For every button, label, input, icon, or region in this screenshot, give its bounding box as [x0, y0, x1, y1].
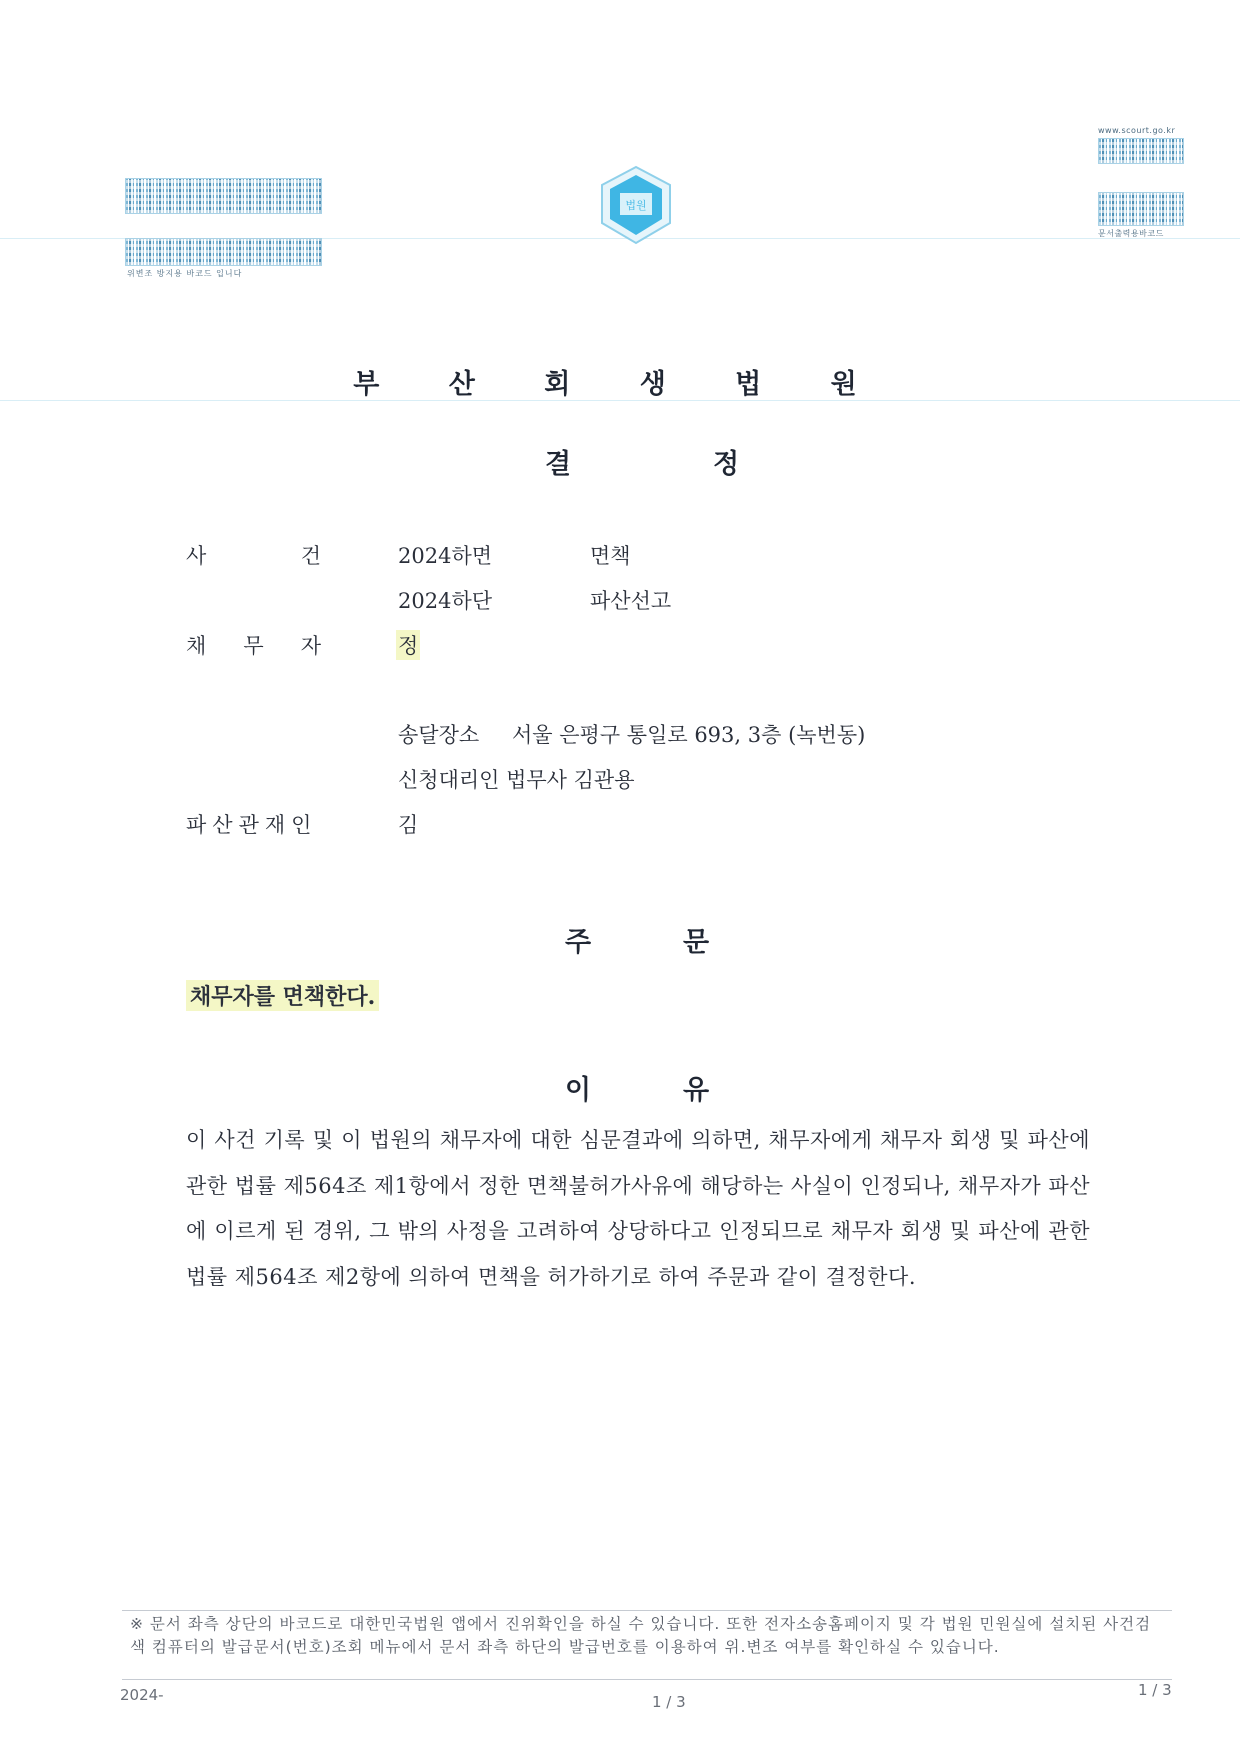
- court-seal-icon: [596, 165, 676, 245]
- case-number-2: 2024하단: [398, 589, 493, 613]
- left-barcode-caption: 위변조 방지용 바코드 입니다: [127, 269, 243, 278]
- order-heading-right: 문: [683, 927, 710, 958]
- page-number-right: 1 / 3: [1138, 1681, 1172, 1699]
- debtor-label: [186, 630, 321, 660]
- service-address: 서울 은평구 통일로 693, 3층 (녹번동): [512, 723, 866, 747]
- court-name: 부 산 회 생 법 원: [353, 369, 887, 400]
- issue-number: 2024-: [120, 1686, 164, 1704]
- case-label-char-2: 건: [300, 544, 321, 568]
- verification-notice: ※ 문서 좌측 상단의 바코드로 대한민국법원 앱에서 진위확인을 하실 수 있습니다. 또한 전자소송홈페이지 및 각 법원 민원실에 설치된 사건검색 컴퓨터의 발급문서(번호)조회 메뉴에서 문서 좌측 하단의 발급번호를 이용하여 위.변조 여부를 확인하실 수 있습니다.: [122, 1610, 1172, 1680]
- doc-title-right: 정: [713, 449, 740, 480]
- debtor-label-char-3: 자: [300, 634, 321, 658]
- case-kind-1: 면책: [590, 544, 631, 568]
- doc-title-left: 결: [545, 449, 572, 480]
- case-label: [186, 540, 321, 570]
- page-number-center: 1 / 3: [652, 1693, 686, 1711]
- verification-barcode-bottom: [125, 238, 322, 266]
- debtor-label-char-1: 채: [186, 634, 207, 658]
- order-heading-left: 주: [565, 927, 592, 958]
- applicant-agent: 신청대리인 법무사 김관용: [398, 768, 635, 792]
- print-barcode-bottom: [1098, 192, 1184, 226]
- trustee-name: 김: [398, 813, 419, 837]
- court-url: www.scourt.go.kr: [1098, 126, 1176, 135]
- trustee-label: 파산관재인: [186, 813, 318, 837]
- case-label-char-1: 사: [186, 544, 207, 568]
- seal-text: 법원: [625, 199, 647, 212]
- print-barcode-top: [1098, 138, 1184, 164]
- reason-heading-left: 이: [565, 1075, 592, 1106]
- debtor-name: 정: [396, 630, 420, 660]
- order-text: 채무자를 면책한다.: [186, 980, 379, 1011]
- right-barcode-caption: 문서출력용바코드: [1098, 229, 1164, 238]
- reason-heading-right: 유: [683, 1075, 710, 1106]
- service-address-label: 송달장소: [398, 723, 480, 747]
- debtor-label-char-2: 무: [243, 634, 264, 658]
- case-kind-2: 파산선고: [590, 589, 672, 613]
- verification-barcode-top: [125, 178, 322, 214]
- reason-text: 이 사건 기록 및 이 법원의 채무자에 대한 심문결과에 의하면, 채무자에게 채무자 회생 및 파산에 관한 법률 제564조 제1항에서 정한 면책불허가사유에 해당하는 사실이 인정되나, 채무자가 파산에 이르게 된 경위, 그 밖의 사정을 고려하여 상당하다고 인정되므로 채무자 회생 및 파산에 관한 법률 제564조 제2항에 의하여 면책을 허가하기로 하여 주문과 같이 결정한다.: [186, 1128, 1090, 1289]
- case-number-1: 2024하면: [398, 544, 493, 568]
